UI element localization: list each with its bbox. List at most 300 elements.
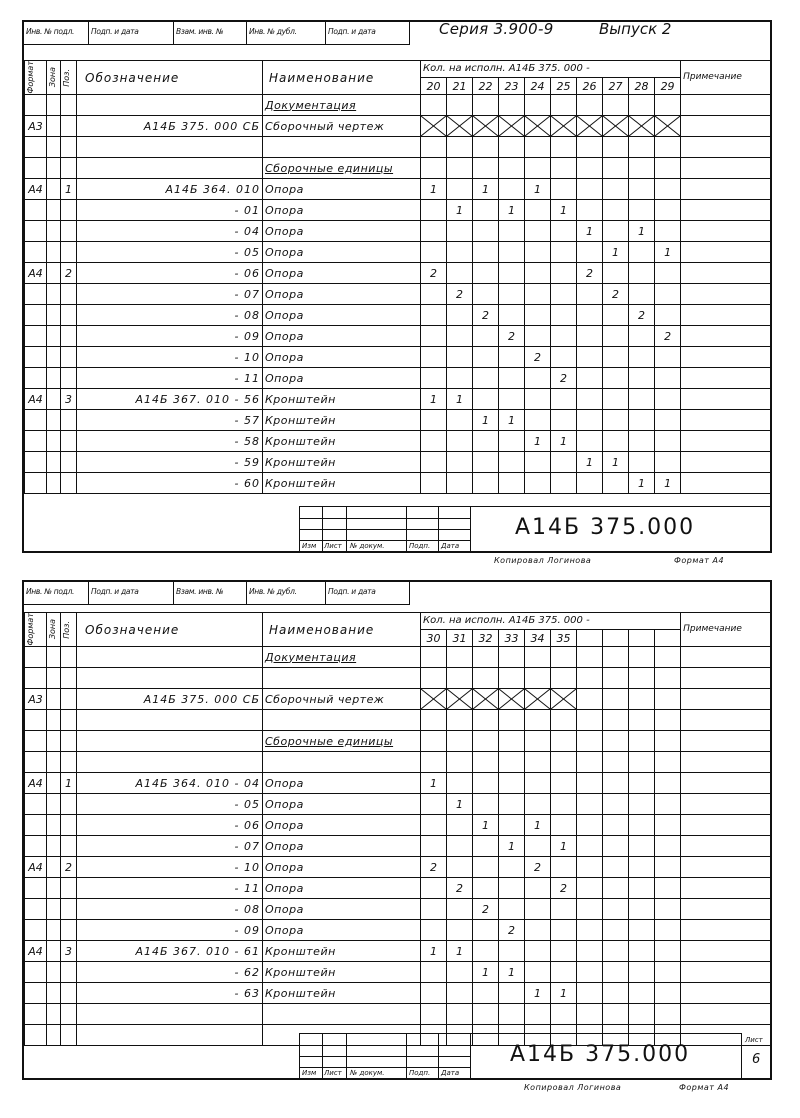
zone-cell xyxy=(47,263,61,284)
qty-cell xyxy=(577,899,603,920)
section-title: Сборочные единицы xyxy=(265,161,394,175)
qty-cell xyxy=(473,137,499,158)
variant-number: 31 xyxy=(447,630,473,647)
table-row xyxy=(25,452,771,473)
qty-cell xyxy=(577,473,603,494)
item-name: Опора xyxy=(265,881,304,895)
sheet-label: Лист xyxy=(745,1036,763,1044)
zone-cell xyxy=(47,305,61,326)
notes-cell xyxy=(681,752,771,773)
qty-cell xyxy=(421,158,447,179)
qty-cell xyxy=(551,473,577,494)
zone-cell xyxy=(47,368,61,389)
qty-cell xyxy=(473,284,499,305)
qty-cell xyxy=(655,962,681,983)
qty-cell xyxy=(603,899,629,920)
qty-cell xyxy=(629,158,655,179)
qty-cell xyxy=(447,179,473,200)
item-name: Опора xyxy=(265,818,304,832)
item-name: Опора xyxy=(265,860,304,874)
qty-cell xyxy=(551,794,577,815)
qty-cell xyxy=(473,263,499,284)
qty-cell: 1 xyxy=(655,473,681,494)
qty-cell xyxy=(629,878,655,899)
cross-mark xyxy=(655,116,680,136)
designation-cell: - 59 xyxy=(77,452,263,473)
cross-mark xyxy=(603,116,628,136)
qty-cell xyxy=(629,857,655,878)
zone-cell xyxy=(47,857,61,878)
pos-cell xyxy=(61,326,77,347)
qty-cell xyxy=(603,983,629,1004)
qty-header: Кол. на исполн. А14Б 375. 000 - xyxy=(421,61,681,78)
qty-cell: 2 xyxy=(421,263,447,284)
qty-cell: 1 xyxy=(577,452,603,473)
designation-cell: - 08 xyxy=(77,305,263,326)
variant-number: 26 xyxy=(577,78,603,95)
qty-cell: 2 xyxy=(655,326,681,347)
qty-cell xyxy=(551,284,577,305)
qty-cell xyxy=(525,731,551,752)
pos-cell: 2 xyxy=(61,263,77,284)
notes-cell xyxy=(681,962,771,983)
qty-cell xyxy=(551,410,577,431)
qty-cell xyxy=(473,326,499,347)
variant-number: 20 xyxy=(421,78,447,95)
qty-cell xyxy=(447,899,473,920)
zone-cell xyxy=(47,452,61,473)
qty-cell xyxy=(499,284,525,305)
designation-cell: - 11 xyxy=(77,878,263,899)
qty-cell xyxy=(473,242,499,263)
stamp-label: Подп. и дата xyxy=(89,22,174,44)
qty-cell xyxy=(603,368,629,389)
name-cell xyxy=(263,305,421,326)
tb-label: Изм xyxy=(302,1069,317,1077)
table-row xyxy=(25,431,771,452)
qty-cell xyxy=(551,158,577,179)
pos-cell xyxy=(61,962,77,983)
qty-cell xyxy=(551,962,577,983)
name-cell xyxy=(263,878,421,899)
format-cell xyxy=(25,710,47,731)
qty-cell xyxy=(655,878,681,899)
qty-cell: 1 xyxy=(629,473,655,494)
qty-cell xyxy=(421,752,447,773)
qty-cell xyxy=(629,368,655,389)
qty-cell xyxy=(499,794,525,815)
copied-by: Копировал Логинова xyxy=(524,1083,622,1092)
qty-cell xyxy=(603,920,629,941)
zone-cell xyxy=(47,710,61,731)
qty-cell xyxy=(525,389,551,410)
qty-cell xyxy=(603,731,629,752)
notes-cell xyxy=(681,920,771,941)
designation-cell: - 09 xyxy=(77,326,263,347)
item-name: Кронштейн xyxy=(265,986,336,1000)
qty-cell xyxy=(525,941,551,962)
zone-cell xyxy=(47,221,61,242)
qty-cell xyxy=(421,836,447,857)
zone-cell xyxy=(47,878,61,899)
crossed-cell xyxy=(603,689,629,710)
qty-cell xyxy=(473,836,499,857)
name-cell xyxy=(263,263,421,284)
notes-cell xyxy=(681,410,771,431)
qty-cell: 2 xyxy=(629,305,655,326)
qty-cell xyxy=(629,95,655,116)
qty-cell xyxy=(525,326,551,347)
pos-cell xyxy=(61,347,77,368)
designation-cell: - 57 xyxy=(77,410,263,431)
qty-cell xyxy=(525,200,551,221)
qty-cell: 2 xyxy=(551,368,577,389)
crossed-cell xyxy=(629,116,655,137)
qty-cell xyxy=(629,899,655,920)
name-cell xyxy=(263,158,421,179)
qty-cell xyxy=(551,899,577,920)
qty-cell xyxy=(499,1004,525,1025)
qty-cell xyxy=(525,452,551,473)
table-row xyxy=(25,137,771,158)
item-name: Кронштейн xyxy=(265,944,336,958)
pos-cell xyxy=(61,1004,77,1025)
qty-cell xyxy=(655,941,681,962)
document-number: А14Б 375.000 xyxy=(515,515,696,540)
item-name: Опора xyxy=(265,329,304,343)
name-cell xyxy=(263,920,421,941)
zone-header-label: Зона xyxy=(48,67,57,88)
qty-cell xyxy=(473,668,499,689)
qty-cell xyxy=(499,752,525,773)
variant-number xyxy=(655,630,681,647)
qty-cell xyxy=(551,95,577,116)
qty-cell xyxy=(629,326,655,347)
designation-cell: - 05 xyxy=(77,794,263,815)
qty-cell: 2 xyxy=(603,284,629,305)
qty-cell xyxy=(655,284,681,305)
table-row xyxy=(25,920,771,941)
qty-cell xyxy=(525,878,551,899)
qty-cell xyxy=(473,452,499,473)
qty-cell xyxy=(629,347,655,368)
qty-cell: 2 xyxy=(447,284,473,305)
qty-cell xyxy=(577,752,603,773)
item-name: Кронштейн xyxy=(265,434,336,448)
zone-cell xyxy=(47,836,61,857)
qty-cell xyxy=(603,710,629,731)
qty-cell xyxy=(421,368,447,389)
qty-cell xyxy=(447,326,473,347)
qty-cell xyxy=(551,647,577,668)
pos-cell xyxy=(61,368,77,389)
format-label: Формат А4 xyxy=(679,1083,730,1092)
title-block xyxy=(299,1033,742,1078)
qty-cell xyxy=(421,221,447,242)
qty-cell xyxy=(603,668,629,689)
spec-sheet-2 xyxy=(22,580,772,1092)
qty-cell: 1 xyxy=(473,410,499,431)
qty-cell xyxy=(525,794,551,815)
qty-cell xyxy=(603,410,629,431)
qty-cell: 1 xyxy=(525,983,551,1004)
variant-number: 24 xyxy=(525,78,551,95)
name-cell xyxy=(263,368,421,389)
notes-cell xyxy=(681,158,771,179)
pos-cell xyxy=(61,200,77,221)
qty-cell xyxy=(421,920,447,941)
qty-cell: 1 xyxy=(421,179,447,200)
table-row xyxy=(25,857,771,878)
qty-cell xyxy=(577,773,603,794)
qty-cell: 2 xyxy=(447,878,473,899)
qty-cell xyxy=(603,263,629,284)
qty-cell xyxy=(655,752,681,773)
variant-number xyxy=(603,630,629,647)
qty-cell: 2 xyxy=(525,347,551,368)
item-name: Опора xyxy=(265,350,304,364)
qty-cell xyxy=(603,815,629,836)
table-row xyxy=(25,731,771,752)
stamp-label: Подп. и дата xyxy=(328,587,376,596)
qty-cell xyxy=(577,941,603,962)
stamp-strip xyxy=(24,582,410,605)
name-cell xyxy=(263,836,421,857)
zone-cell xyxy=(47,1025,61,1046)
designation-cell: А14Б 375. 000 СБ xyxy=(77,116,263,137)
qty-cell xyxy=(577,410,603,431)
notes-cell xyxy=(681,794,771,815)
name-cell xyxy=(263,221,421,242)
name-cell xyxy=(263,410,421,431)
format-header xyxy=(25,61,47,95)
format-cell: А4 xyxy=(25,941,47,962)
stamp-label: Взам. инв. № xyxy=(174,582,247,604)
qty-cell xyxy=(629,284,655,305)
name-cell xyxy=(263,389,421,410)
designation-cell xyxy=(77,95,263,116)
qty-cell xyxy=(629,962,655,983)
tb-label: Подп. xyxy=(409,542,431,550)
qty-cell xyxy=(525,242,551,263)
table-row xyxy=(25,752,771,773)
notes-cell xyxy=(681,983,771,1004)
format-cell xyxy=(25,200,47,221)
qty-cell xyxy=(447,962,473,983)
designation-cell xyxy=(77,647,263,668)
format-cell: А4 xyxy=(25,389,47,410)
qty-cell xyxy=(421,200,447,221)
qty-cell xyxy=(603,794,629,815)
designation-cell: - 05 xyxy=(77,242,263,263)
qty-cell xyxy=(499,941,525,962)
zone-cell xyxy=(47,899,61,920)
designation-cell: - 11 xyxy=(77,368,263,389)
qty-cell: 2 xyxy=(473,305,499,326)
qty-cell: 1 xyxy=(421,389,447,410)
qty-cell xyxy=(447,647,473,668)
pos-cell xyxy=(61,815,77,836)
stamp-label: Инв. № дубл. xyxy=(247,22,326,44)
item-name: Опора xyxy=(265,839,304,853)
qty-cell: 1 xyxy=(421,941,447,962)
notes-cell xyxy=(681,137,771,158)
qty-cell xyxy=(499,368,525,389)
qty-cell xyxy=(577,242,603,263)
qty-cell xyxy=(525,158,551,179)
qty-cell: 1 xyxy=(473,815,499,836)
qty-cell xyxy=(655,647,681,668)
designation-cell: - 04 xyxy=(77,221,263,242)
pos-cell xyxy=(61,710,77,731)
qty-cell xyxy=(473,221,499,242)
notes-cell xyxy=(681,941,771,962)
qty-cell xyxy=(499,347,525,368)
qty-cell xyxy=(473,347,499,368)
qty-cell: 1 xyxy=(447,941,473,962)
qty-cell xyxy=(629,137,655,158)
notes-cell xyxy=(681,878,771,899)
pos-cell xyxy=(61,452,77,473)
qty-cell: 1 xyxy=(525,431,551,452)
qty-cell xyxy=(629,752,655,773)
copied-by: Копировал Логинова xyxy=(494,556,592,565)
qty-cell xyxy=(499,878,525,899)
qty-cell: 2 xyxy=(551,878,577,899)
cross-mark xyxy=(421,116,446,136)
qty-cell xyxy=(655,794,681,815)
name-cell xyxy=(263,668,421,689)
notes-cell xyxy=(681,431,771,452)
qty-cell xyxy=(655,221,681,242)
table-row xyxy=(25,1004,771,1025)
name-cell xyxy=(263,689,421,710)
qty-cell: 1 xyxy=(603,242,629,263)
qty-cell xyxy=(447,752,473,773)
pos-cell xyxy=(61,983,77,1004)
tb-label: Дата xyxy=(441,1069,460,1077)
qty-cell xyxy=(421,326,447,347)
qty-cell: 1 xyxy=(473,962,499,983)
name-cell xyxy=(263,431,421,452)
zone-cell xyxy=(47,158,61,179)
crossed-cell xyxy=(577,116,603,137)
designation-cell xyxy=(77,710,263,731)
qty-cell xyxy=(551,1004,577,1025)
name-cell xyxy=(263,710,421,731)
qty-cell xyxy=(551,263,577,284)
qty-cell xyxy=(577,710,603,731)
qty-cell: 1 xyxy=(629,221,655,242)
table-row xyxy=(25,410,771,431)
qty-cell xyxy=(629,647,655,668)
crossed-cell xyxy=(655,116,681,137)
qty-cell: 1 xyxy=(551,836,577,857)
pos-cell xyxy=(61,116,77,137)
qty-cell xyxy=(499,389,525,410)
name-header: Наименование xyxy=(263,613,421,647)
variant-number: 27 xyxy=(603,78,629,95)
format-cell xyxy=(25,137,47,158)
qty-cell xyxy=(525,368,551,389)
zone-cell xyxy=(47,242,61,263)
name-cell xyxy=(263,962,421,983)
qty-cell xyxy=(421,983,447,1004)
designation-cell: А14Б 364. 010 - 04 xyxy=(77,773,263,794)
qty-cell xyxy=(525,962,551,983)
format-cell xyxy=(25,305,47,326)
qty-cell xyxy=(603,221,629,242)
item-name: Опора xyxy=(265,245,304,259)
qty-cell xyxy=(629,410,655,431)
pos-cell: 3 xyxy=(61,389,77,410)
cross-mark xyxy=(499,689,524,709)
section-title: Сборочные единицы xyxy=(265,734,394,748)
table-row xyxy=(25,389,771,410)
qty-cell xyxy=(525,773,551,794)
pos-cell xyxy=(61,920,77,941)
table-row xyxy=(25,473,771,494)
table-row xyxy=(25,941,771,962)
qty-cell xyxy=(629,773,655,794)
qty-cell xyxy=(655,347,681,368)
pos-cell xyxy=(61,473,77,494)
header-row xyxy=(25,613,771,630)
qty-cell: 1 xyxy=(551,983,577,1004)
qty-cell xyxy=(603,773,629,794)
qty-cell: 1 xyxy=(551,200,577,221)
title-block xyxy=(299,506,770,551)
pos-cell xyxy=(61,752,77,773)
qty-cell: 2 xyxy=(577,263,603,284)
qty-cell xyxy=(421,899,447,920)
item-name: Опора xyxy=(265,371,304,385)
zone-cell xyxy=(47,410,61,431)
table-row xyxy=(25,836,771,857)
qty-cell xyxy=(629,710,655,731)
format-cell xyxy=(25,221,47,242)
qty-cell xyxy=(473,647,499,668)
qty-cell xyxy=(421,242,447,263)
qty-cell xyxy=(447,431,473,452)
zone-cell xyxy=(47,347,61,368)
format-cell xyxy=(25,731,47,752)
cross-mark xyxy=(473,116,498,136)
qty-cell xyxy=(577,200,603,221)
notes-header: Примечание xyxy=(681,61,771,95)
qty-cell xyxy=(473,794,499,815)
designation-cell: - 10 xyxy=(77,857,263,878)
qty-cell xyxy=(577,857,603,878)
stamp-label: Инв. № подл. xyxy=(24,582,89,604)
qty-cell xyxy=(551,137,577,158)
qty-cell: 1 xyxy=(447,389,473,410)
qty-cell xyxy=(447,1004,473,1025)
designation-cell: - 63 xyxy=(77,983,263,1004)
qty-cell xyxy=(629,1004,655,1025)
qty-cell xyxy=(499,668,525,689)
qty-cell xyxy=(499,899,525,920)
name-cell xyxy=(263,326,421,347)
designation-cell xyxy=(77,731,263,752)
qty-cell xyxy=(655,368,681,389)
zone-cell xyxy=(47,773,61,794)
qty-cell xyxy=(421,431,447,452)
qty-cell xyxy=(603,158,629,179)
qty-cell xyxy=(473,983,499,1004)
notes-cell xyxy=(681,857,771,878)
qty-cell xyxy=(447,668,473,689)
